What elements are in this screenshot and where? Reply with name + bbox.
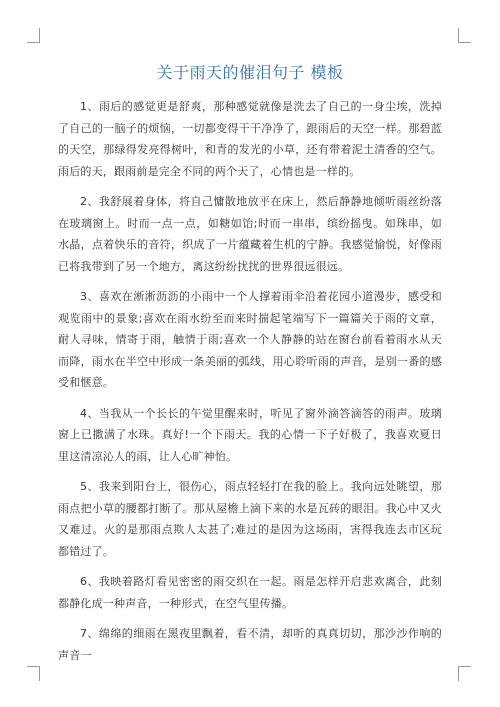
document-body <box>58 96 442 675</box>
document-title: 关于雨天的催泪句子 模板 <box>156 63 344 82</box>
paragraph-5: 5、我来到阳台上，很伤心，雨点轻轻打在我的脸上。我向远处眺望，那雨点把小草的腰都打断了。那从屋檐上滴下来的水是瓦砖的眼泪。我心中又火又难过。火的是那雨点欺人太甚了;难过的是因为这场雨，害得我连去市区玩都错过了。 <box>58 480 442 558</box>
crop-mark-top-left <box>27 28 40 43</box>
crop-mark-top-right <box>458 28 471 43</box>
paragraph-2: 2、我舒展着身体，将自己慵散地放平在床上，然后静静地倾听雨丝纷落在玻璃窗上。时而一点一点，如糖如饴;时而一串串，缤纷摇曳。如珠串，如水晶，点着快乐的音符，织成了一片蕴藏着生机的宁静。我感觉愉悦，好像雨已将我带到了另一个地方，离这纷纷扰扰的世界很远很远。 <box>58 195 442 273</box>
crop-mark-bottom-right <box>458 666 471 681</box>
paragraph-1: 1、雨后的感觉更是舒爽，那种感觉就像是洗去了自己的一身尘埃，洗掉了自己的一脑子的烦恼，一切都变得干干净净了，跟雨后的天空一样。那碧蓝的天空，那绿得发亮得树叶，和青的发光的小草，还有带着泥土清香的空气。雨后的天，跟雨前是完全不同的两个天了，心情也是一样的。 <box>58 100 442 178</box>
paragraph-4: 4、当我从一个长长的午觉里醒来时，听见了窗外滴答滴答的雨声。玻璃窗上已撒满了水珠。真好!一个下雨天。我的心情一下子好极了，我喜欢夏日里这清凉沁人的雨，让人心旷神怡。 <box>58 406 442 463</box>
crop-mark-bottom-left <box>27 666 40 681</box>
paragraph-3: 3、喜欢在淅淅沥沥的小雨中一个人撑着雨伞沿着花园小道漫步，感受和观览雨中的景象;喜欢在雨水纷至而来时揣起笔端写下一篇篇关于雨的文章，耐人寻味，情寄于雨，触情于雨;喜欢一个人静静的站在窗台前看着雨水从天而降，雨水在半空中形成一条美丽的弧线，用心聆听雨的声音，是别一番的感受和惬意。 <box>58 290 442 389</box>
paragraph-7: 7、绵绵的细雨在黑夜里飘着，看不清，却听的真真切切，那沙沙作响的声音一 <box>58 627 442 662</box>
paragraph-6: 6、我映着路灯看见密密的雨交织在一起。雨是怎样开启悲欢离合，此刻都静化成一种声音，一种形式，在空气里传播。 <box>58 575 442 610</box>
